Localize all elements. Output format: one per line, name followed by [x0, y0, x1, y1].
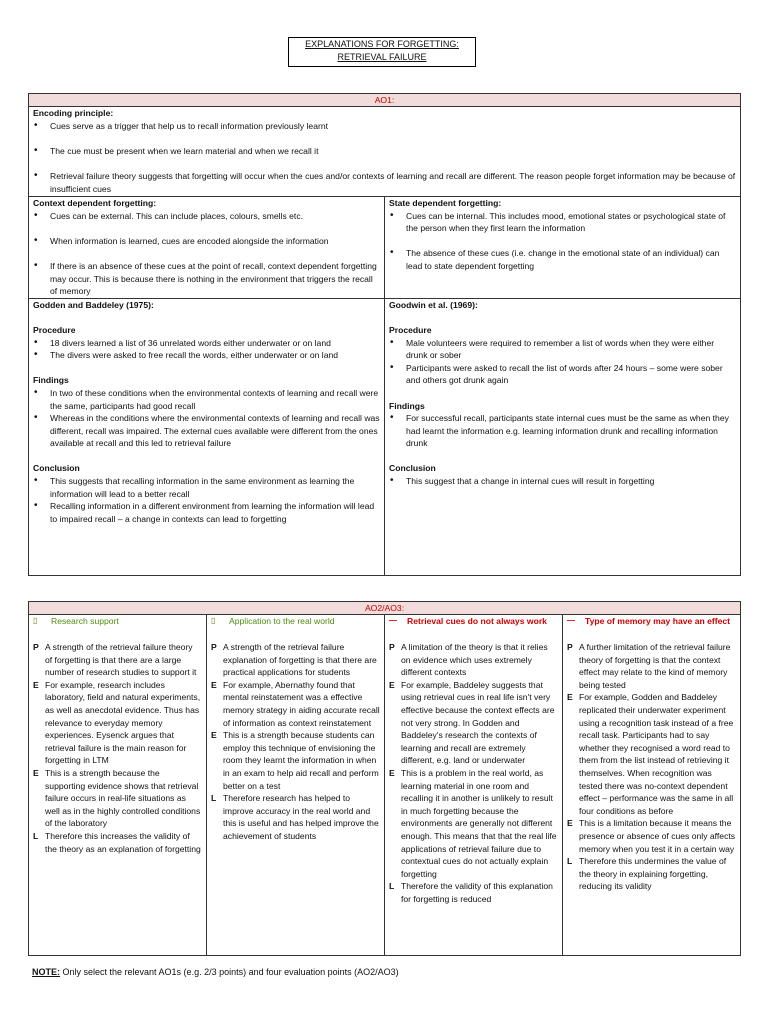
godden-findings-list	[33, 387, 380, 450]
godden-procedure-list	[33, 337, 380, 362]
eval-evaluate: This is a strength because the supporting evidence shows that retrieval failure occurs in real-life situations as well as in the highly controlled conditions of the laboratory	[45, 767, 201, 829]
eval-explain: For example, Godden and Baddeley replicated their underwater experiment using a recognition task instead of a free recall task. Participants had to say whether they recognised a word read to them from the list instead of retrieving it themselves. When recognition was tested there was no-context dependent effect – performance was the same in all four conditions as before	[579, 692, 734, 816]
godden-conclusion-label: Conclusion	[33, 463, 80, 474]
eval-link: Therefore research has helped to improve accuracy in the real world and this is useful and has helped improve the achievement of students	[223, 793, 379, 841]
eval-evaluate: This is a strength because students can employ this technique of envisioning the room they learnt the information in when in an exam to help aid recall and perform better on a test	[223, 730, 379, 791]
list-item: • 18 divers learned a list of 36 unrelated words either underwater or on land	[33, 337, 380, 350]
list-item: • This suggest that a change in internal cues will result in forgetting	[389, 475, 736, 488]
goodwin-procedure-list	[389, 337, 736, 387]
list-item: • The absence of these cues (i.e. change in the emotional state of an individual) can lead to state dependent forgetting	[389, 247, 736, 272]
list-item: • This suggests that recalling information in the same environment as learning the information will lead to a better recall	[33, 475, 380, 500]
eval-heading: Research support	[51, 616, 119, 626]
ao2-header: AO2/AO3:	[29, 602, 741, 615]
eval-column: — Retrieval cues do not always work P A limitation of the theory is that it relies on evidence which uses extremely different contexts E For example, Baddeley suggests that using retrieval cues in real life isn't very effective because the context effects are not very strong. In Godden and Baddeley's research the contexts of learning and recall are extremely different, e.g. land or underwater E This is a problem in the real world, as learning material in one room and recalling it in another is unlikely to result in much forgetting because the environments are generally not different enough. This means that that the real life applications of retrieval failure due to contextual cues do not actually explain forgetting L Therefore the validity of this explanation for forgetting is reduced	[385, 615, 563, 956]
eval-explain: For example, Abernathy found that mental reinstatement was a effective memory strategy in aiding accurate recall of information as context reinstatement	[223, 679, 380, 728]
goodwin-procedure-label: Procedure	[389, 324, 432, 335]
checkbox-icon: ▯	[33, 616, 38, 625]
eval-link: Therefore this undermines the value of the theory in explaining forgetting, reducing its validity	[579, 856, 727, 892]
encoding-principle-cell	[29, 107, 741, 197]
context-dependent-cell	[29, 197, 385, 299]
dash-icon: —	[567, 616, 575, 625]
eval-evaluate: This is a limitation because it means the presence or absence of cues only affects memory when you test it in a certain way	[579, 818, 736, 854]
context-title: Context dependent forgetting:	[33, 198, 157, 208]
state-dependent-cell	[385, 197, 741, 299]
eval-evaluate: This is a problem in the real world, as learning material in one room and recalling it in another is unlikely to result in much forgetting because the environments are generally not different enough. This means that that the real life applications of retrieval failure due to contextual cues do not actually explain forgetting	[401, 767, 557, 879]
goodwin-findings-list	[389, 412, 736, 450]
encoding-title: Encoding principle:	[33, 108, 114, 118]
page-title: EXPLANATIONS FOR FORGETTING:	[305, 39, 459, 49]
list-item: • Male volunteers were required to remember a list of words when they were either drunk or sober	[389, 337, 736, 362]
eval-point: A further limitation of the retrieval failure theory of forgetting is that the context effect may relate to the kind of memory being tested	[579, 642, 731, 690]
state-list	[389, 210, 736, 273]
footer-note	[32, 966, 399, 979]
note-label: NOTE:	[32, 967, 60, 977]
ao1-header: AO1:	[29, 94, 741, 107]
goodwin-findings-label: Findings	[389, 400, 425, 411]
eval-link: Therefore this increases the validity of the theory as an explanation of forgetting	[45, 830, 201, 854]
list-item: • If there is an absence of these cues at the point of recall, context dependent forgetting may occur. This is because there is nothing in the environment that triggers the recall of memory	[33, 260, 380, 298]
checkbox-icon: ▯	[211, 616, 216, 625]
list-item: • For successful recall, participants state internal cues must be the same as when they had learnt the information e.g. learning information drunk and recalling information drunk	[389, 412, 736, 450]
eval-point: A strength of the retrieval failure explanation of forgetting is that there are practical applications for students	[223, 642, 377, 678]
list-item: • Participants were asked to recall the list of words after 24 hours – some were sober and others got drunk again	[389, 362, 736, 387]
encoding-list	[33, 120, 736, 196]
eval-point: A limitation of the theory is that it relies on evidence which uses extremely different contexts	[401, 642, 548, 678]
goodwin-conclusion-label: Conclusion	[389, 463, 436, 474]
list-item: • When information is learned, cues are encoded alongside the information	[33, 235, 380, 248]
eval-point: A strength of the retrieval failure theory of forgetting is that there are a large number of research studies to support it	[45, 642, 197, 678]
note-text: Only select the relevant AO1s (e.g. 2/3 points) and four evaluation points (AO2/AO3)	[60, 967, 399, 977]
eval-explain: For example, research includes laboratory, field and natural experiments, as well as anecdotal evidence. Thus has relevance to everyday memory experiences. Eysenck argues that retrieval failure is the main reason for forgetting in LTM	[45, 679, 201, 766]
list-item: • Recalling information in a different environment from learning the information will lead to impaired recall – a change in contexts can lead to forgetting	[33, 500, 380, 525]
godden-conclusion-list	[33, 475, 380, 525]
goodwin-cell	[385, 298, 741, 575]
state-title: State dependent forgetting:	[389, 198, 502, 208]
goodwin-title: Goodwin et al. (1969):	[389, 299, 478, 310]
page-subtitle: RETRIEVAL FAILURE	[337, 52, 427, 62]
list-item: • The cue must be present when we learn material and when we recall it	[33, 145, 736, 158]
eval-link: Therefore the validity of this explanation for forgetting is reduced	[401, 881, 553, 904]
ao2-table	[28, 601, 741, 956]
eval-heading: Application to the real world	[229, 616, 335, 626]
list-item: • Cues can be internal. This includes mood, emotional states or psychological state of the person when they first learn the information	[389, 210, 736, 235]
eval-column: ▯ Research support P A strength of the retrieval failure theory of forgetting is that there are a large number of research studies to support it E For example, research includes laboratory, field and natural experiments, as well as anecdotal evidence. Thus has relevance to everyday memory experiences. Eysenck argues that retrieval failure is the main reason for forgetting in LTM E This is a strength because the supporting evidence shows that retrieval failure occurs in real-life situations as well as in the highly controlled conditions of the laboratory L Therefore this increases the validity of the theory as an explanation of forgetting	[29, 615, 207, 956]
godden-procedure-label: Procedure	[33, 324, 76, 335]
eval-heading: Retrieval cues do not always work	[407, 616, 547, 626]
eval-heading: Type of memory may have an effect	[585, 616, 731, 626]
godden-baddeley-cell	[29, 298, 385, 575]
list-item: • Retrieval failure theory suggests that forgetting will occur when the cues and/or contexts of learning and recall are different. The reason people forget information may be because of insufficient cues	[33, 170, 736, 195]
list-item: • The divers were asked to free recall the words, either underwater or on land	[33, 349, 380, 362]
dash-icon: —	[389, 616, 397, 625]
eval-column: ▯ Application to the real world P A strength of the retrieval failure explanation of forgetting is that there are practical applications for students E For example, Abernathy found that mental reinstatement was a effective memory strategy in aiding accurate recall of information as context reinstatement E This is a strength because students can employ this technique of envisioning the room they learnt the information in when in an exam to help aid recall and perform better on a test L Therefore research has helped to improve accuracy in the real world and this is useful and has helped improve the achievement of students	[207, 615, 385, 956]
eval-column: — Type of memory may have an effect P A further limitation of the retrieval failure theory of forgetting is that the context effect may relate to the kind of memory being tested E For example, Godden and Baddeley replicated their underwater experiment using a recognition task instead of a free recall task. Participants had to say whether they recognised a word read to them from the list instead of retrieving it themselves. When recognition was tested there was no-context dependent effect – performance was the same in all four conditions as before E This is a limitation because it means the presence or absence of cues only affects memory when you test it in a certain way L Therefore this undermines the value of the theory in explaining forgetting, reducing its validity	[563, 615, 741, 956]
page-title-box	[288, 37, 476, 67]
goodwin-conclusion-list	[389, 475, 736, 488]
godden-title: Godden and Baddeley (1975):	[33, 299, 154, 310]
list-item: • In two of these conditions when the environmental contexts of learning and recall were the same, participants had good recall	[33, 387, 380, 412]
godden-findings-label: Findings	[33, 375, 69, 386]
list-item: • Cues can be external. This can include places, colours, smells etc.	[33, 210, 380, 223]
eval-explain: For example, Baddeley suggests that using retrieval cues in real life isn't very effective because the context effects are not very strong. In Godden and Baddeley's research the contexts of learning and recall are extremely different, e.g. land or underwater	[401, 679, 555, 766]
ao1-table	[28, 93, 741, 576]
context-list	[33, 210, 380, 298]
list-item: • Cues serve as a trigger that help us to recall information previously learnt	[33, 120, 736, 133]
list-item: • Whereas in the conditions where the environmental contexts of learning and recall was different, recall was impaired. The external cues available were different from the ones available at recall and this led to retrieval failure	[33, 412, 380, 450]
